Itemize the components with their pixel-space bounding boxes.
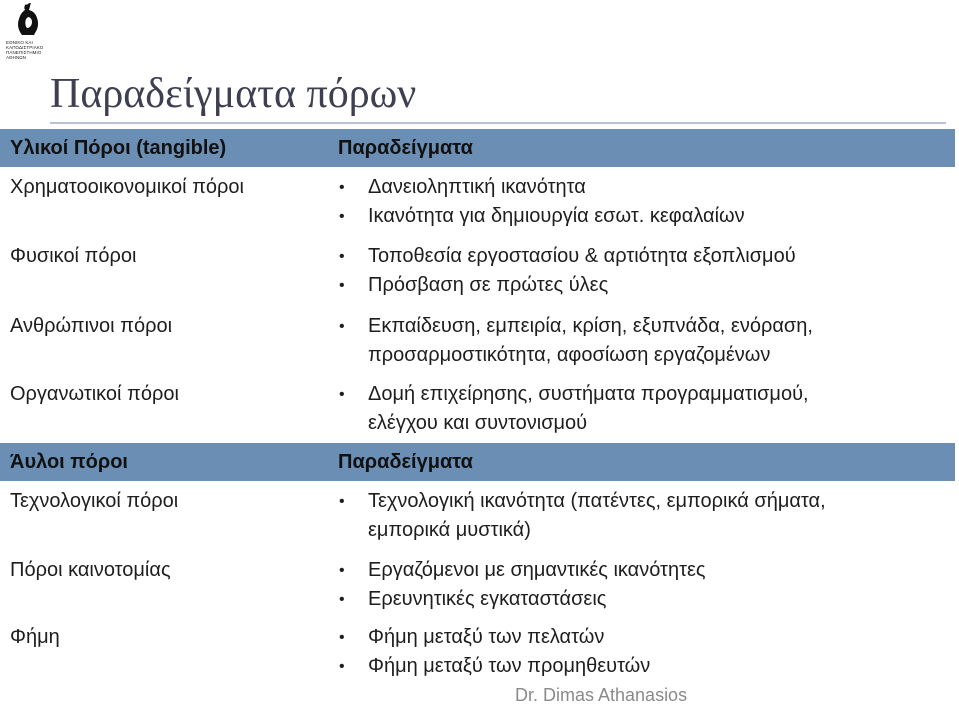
list-item bbox=[338, 271, 796, 300]
row-label: Οργανωτικοί πόροι bbox=[10, 383, 179, 405]
bullet-icon: • bbox=[339, 277, 345, 294]
list-item-text: Φήμη μεταξύ των πελατών bbox=[368, 626, 605, 648]
bullet-icon: • bbox=[339, 591, 345, 608]
row-label: Τεχνολογικοί πόροι bbox=[10, 490, 179, 512]
list-item bbox=[338, 623, 650, 652]
list-item bbox=[338, 173, 745, 202]
header-label-examples: Παραδείγματα bbox=[338, 137, 473, 159]
bullet-icon: • bbox=[339, 562, 345, 579]
list-item bbox=[338, 585, 706, 614]
example-list bbox=[338, 380, 809, 438]
example-list bbox=[338, 173, 745, 231]
bullet-icon: • bbox=[339, 386, 345, 403]
example-list bbox=[338, 487, 826, 545]
list-item-text: Δανειοληπτική ικανότητα bbox=[368, 176, 586, 198]
row-label: Χρηματοοικονομικοί πόροι bbox=[10, 176, 244, 198]
title-divider bbox=[50, 122, 946, 124]
example-list bbox=[338, 312, 813, 370]
example-list bbox=[338, 623, 650, 681]
bullet-icon: • bbox=[339, 629, 345, 646]
row-label: Φυσικοί πόροι bbox=[10, 245, 137, 267]
list-item bbox=[338, 652, 650, 681]
list-item-continuation: προσαρμοστικότητα, αφοσίωση εργαζομένων bbox=[368, 344, 771, 366]
logo-text-line: ΠΑΝΕΠΙΣΤΗΜΙΟ bbox=[6, 50, 42, 55]
bullet-icon: • bbox=[339, 248, 345, 265]
table-header-tangible bbox=[0, 129, 955, 167]
list-item-text: Δομή επιχείρησης, συστήματα προγραμματισμού, bbox=[368, 383, 809, 405]
list-item-text: Ερευνητικές εγκαταστάσεις bbox=[368, 588, 607, 610]
list-item bbox=[338, 312, 813, 341]
row-label: Πόροι καινοτομίας bbox=[10, 559, 171, 581]
list-item bbox=[338, 556, 706, 585]
bullet-icon: • bbox=[339, 493, 345, 510]
header-label-examples: Παραδείγματα bbox=[338, 451, 473, 473]
list-item-text: Εργαζόμενοι με σημαντικές ικανότητες bbox=[368, 559, 706, 581]
list-item bbox=[338, 202, 745, 231]
bullet-icon: • bbox=[339, 179, 345, 196]
list-item-text: Τοποθεσία εργοστασίου & αρτιότητα εξοπλισμού bbox=[368, 245, 796, 267]
list-item-continuation: εμπορικά μυστικά) bbox=[368, 519, 531, 541]
example-list bbox=[338, 556, 706, 614]
bullet-icon: • bbox=[339, 318, 345, 335]
list-item-text: Εκπαίδευση, εμπειρία, κρίση, εξυπνάδα, ενόραση, bbox=[368, 315, 813, 337]
row-label: Φήμη bbox=[10, 626, 60, 648]
list-item-continuation: ελέγχου και συντονισμού bbox=[368, 412, 588, 434]
list-item-text: Φήμη μεταξύ των προμηθευτών bbox=[368, 655, 651, 677]
header-label-tangible: Υλικοί Πόροι (tangible) bbox=[10, 137, 227, 159]
example-list bbox=[338, 242, 796, 300]
list-item bbox=[338, 487, 826, 516]
row-label: Ανθρώπινοι πόροι bbox=[10, 315, 173, 337]
list-item bbox=[338, 242, 796, 271]
logo-text-line: ΑΘΗΝΩΝ bbox=[6, 55, 27, 60]
bullet-icon: • bbox=[339, 208, 345, 225]
list-item-text: Πρόσβαση σε πρώτες ύλες bbox=[368, 274, 609, 296]
list-item-text: Ικανότητα για δημιουργία εσωτ. κεφαλαίων bbox=[368, 205, 745, 227]
slide-title: Παραδείγματα πόρων bbox=[50, 71, 417, 117]
table-header-intangible bbox=[0, 443, 955, 481]
logo-text-line: ΚΑΠΟΔΙΣΤΡΙΑΚΟ bbox=[6, 45, 44, 50]
athena-head-icon bbox=[8, 2, 48, 38]
author-footer: Dr. Dimas Athanasios bbox=[515, 685, 688, 705]
logo-text-line: ΕΘΝΙΚΟ ΚΑΙ bbox=[6, 40, 33, 45]
list-item bbox=[338, 380, 809, 409]
list-item-text: Τεχνολογική ικανότητα (πατέντες, εμπορικά σήματα, bbox=[368, 490, 826, 512]
bullet-icon: • bbox=[339, 658, 345, 675]
university-logo bbox=[4, 2, 50, 62]
header-label-intangible: Άυλοι πόροι bbox=[10, 451, 128, 473]
